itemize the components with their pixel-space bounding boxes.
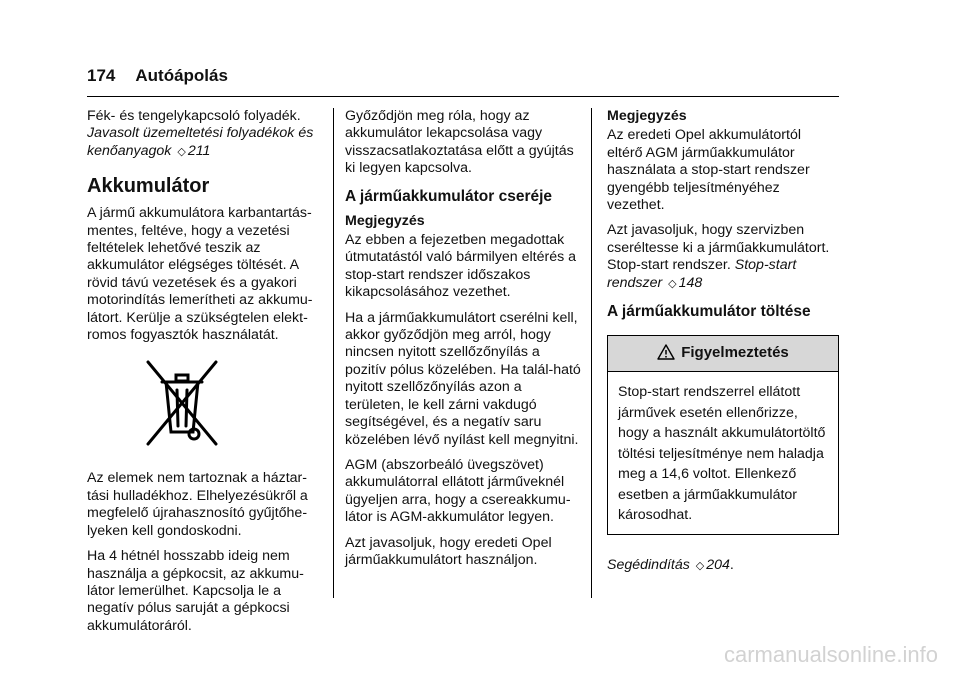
note-label: Megjegyzés: [607, 108, 687, 124]
column-1: [87, 108, 327, 643]
final-ref-paragraph: Segédindítás ◇ 204.: [607, 556, 734, 573]
jump-start-ref-page: 204: [706, 556, 730, 573]
paragraph: A jármű akkumulátora karbantartás-mentes, feltéve, hogy a vezetési feltételek lehetővé teszik az akkumulátor elégséges töltését. A rövid távú vezetések és a gyakori motorindítás lemerítheti az akkumu-látort. Kerülje a szükségtelen elekt-romos fogyasztók használatát.: [87, 205, 313, 344]
stop-start-ref-page: 148: [678, 274, 703, 291]
intro-paragraph: [87, 108, 327, 161]
paragraph: AGM (abszorbeáló üvegszövet) akkumulátorral ellátott járműveknél ügyeljen arra, hogy a csereakkumu-látor is AGM-akkumulátor legyen.: [345, 456, 571, 526]
stop-start-ref-link[interactable]: Stop-start rendszer ◇ 148: [607, 257, 797, 291]
intro-ref-link[interactable]: Javasolt üzemeltetési folyadékok és kenőanyagok ◇ 211: [87, 125, 314, 159]
paragraph: Ha 4 hétnél hosszabb ideig nem használja a gépkocsit, az akkumu-látor lemerülhet. Kapcsolja le a negatív pólus saruját a gépkocsi akkumulátoráról.: [87, 548, 304, 634]
warning-header: [608, 336, 838, 372]
note-label: Megjegyzés: [345, 212, 425, 229]
header-rule: [87, 96, 839, 97]
intro-line: Fék- és tengelykapcsoló folyadék.: [87, 108, 301, 124]
intro-ref-page: 211: [187, 142, 211, 159]
warning-box: [607, 335, 839, 535]
warning-title: Figyelmeztetés: [681, 344, 789, 362]
page-ref-arrow-icon: ◇: [695, 559, 705, 572]
jump-start-ref-link[interactable]: Segédindítás ◇ 204: [607, 556, 730, 573]
page-ref-arrow-icon: ◇: [177, 145, 186, 158]
page-ref-arrow-icon: ◇: [668, 277, 677, 290]
column-2: [345, 108, 581, 577]
paragraph-with-ref: Azt javasoljuk, hogy szervizben cseréltesse ki a járműakkumulátort. Stop-start rendszer. Stop-start rendszer ◇ 148: [607, 222, 830, 291]
column-divider-2: [591, 108, 592, 598]
warning-triangle-icon: [657, 344, 675, 360]
heading-akkumulator: Akkumulátor: [87, 175, 210, 198]
crossed-out-bin-icon: [142, 358, 222, 448]
note-text: Az eredeti Opel akkumulátortól eltérő AGM járműakkumulátor használata a stop-start rendszer gyengébb teljesítményéhez vezethet.: [607, 127, 810, 214]
paragraph: Ha a járműakkumulátort cserélni kell, akkor győződjön meg arról, hogy nincsen nyitott szellőzőnyílás a pozitív pólus közelében. Ha talál-ható nyitott szellőzőnyílás azon a területen, le kell zárni vakdugó segítségével, és a negatív saru közelében lévő nyílást kell megnyitni.: [345, 309, 581, 448]
heading-battery-charging: A járműakkumulátor töltése: [607, 303, 811, 321]
page-number: 174: [87, 66, 116, 85]
page-header: [87, 66, 228, 86]
watermark: carmanualsonline.info: [723, 642, 938, 667]
note-text: Az ebben a fejezetben megadottak útmutatástól való bármilyen eltérés a stop-start rendszer időszakos kikapcsolásához vezethet.: [345, 232, 577, 301]
column-divider-1: [333, 108, 334, 598]
paragraph: Az elemek nem tartoznak a háztar-tási hulladékhoz. Elhelyezésükről a megfelelő újrahasznosító gyűjtőhe-lyeken kell gondoskodni.: [87, 470, 308, 539]
warning-text: Stop-start rendszerrel ellátott járművek esetén ellenőrizze, hogy a használt akkumulátortöltő töltési teljesítménye nem haladja meg a 14,6 voltot. Ellenkező esetben a járműakkumulátor károsodhat.: [618, 384, 826, 524]
paragraph: Azt javasoljuk, hogy eredeti Opel járműakkumulátort használjon.: [345, 534, 552, 568]
column-3: [607, 108, 839, 583]
heading-battery-replacement: A járműakkumulátor cseréje: [345, 187, 553, 205]
paragraph: Győződjön meg róla, hogy az akkumulátor lekapcsolása vagy visszacsatlakoztatása előtt a gyújtás ki legyen kapcsolva.: [345, 108, 574, 177]
section-title: Autóápolás: [135, 66, 228, 85]
